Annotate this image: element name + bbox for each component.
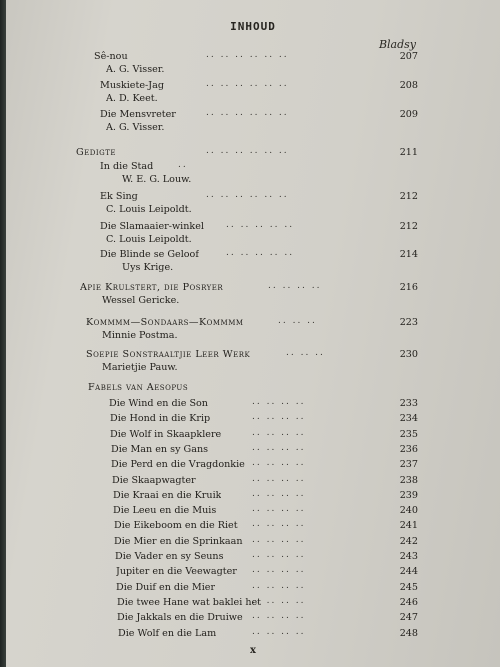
toc-page-number: 246 — [399, 596, 418, 608]
toc-author: C. Louis Leipoldt. — [106, 234, 192, 245]
leader-dots: .. .. .. .. — [252, 565, 306, 576]
toc-page-number: 214 — [399, 249, 418, 260]
toc-title: Die Hond in die Krip — [110, 413, 211, 425]
leader-dots: .. .. .. — [286, 348, 325, 358]
toc-title: Die Kraai en die Kruik — [113, 489, 222, 501]
toc-title: Die Eikeboom en die Riet — [114, 520, 238, 532]
leader-dots: .. .. .. .. — [252, 519, 306, 530]
toc-title: Die Skaapwagter — [112, 474, 196, 486]
toc-title: Die Wolf in Skaapklere — [110, 428, 222, 440]
toc-page-number: 248 — [399, 627, 418, 639]
toc-page-number: 245 — [399, 581, 418, 593]
toc-title: Die Duif en die Mier — [116, 581, 216, 593]
toc-title: Die Vader en sy Seuns — [115, 551, 224, 562]
toc-author: W. E. G. Louw. — [122, 174, 192, 185]
leader-dots: .. .. .. .. — [252, 626, 306, 637]
toc-page-number: 234 — [399, 413, 418, 425]
toc-page-number: 207 — [399, 51, 418, 62]
toc-page-number: 243 — [399, 551, 418, 562]
toc-title: Jupiter en die Veewagter — [116, 566, 237, 578]
toc-page-number: 230 — [399, 349, 418, 360]
toc-title: Die Perd en die Vragdonkie — [111, 459, 245, 471]
toc-title: Soepie Sonstraaltjie Leer Werk — [86, 349, 251, 360]
leader-dots: .. .. .. .. .. — [226, 248, 295, 258]
leader-dots: .. .. .. .. — [252, 504, 306, 515]
leader-dots: .. .. .. .. — [252, 473, 306, 484]
leader-dots: .. .. .. .. .. .. — [206, 79, 289, 89]
book-page — [6, 0, 500, 667]
toc-author: Wessel Gericke. — [102, 295, 180, 306]
leader-dots: .. .. .. .. — [252, 397, 306, 407]
toc-title: Sê-nou — [94, 51, 128, 62]
page-footer: x — [250, 645, 256, 656]
toc-page-number: 235 — [399, 428, 418, 440]
leader-dots: .. .. .. — [278, 316, 317, 326]
toc-title: Die Jakkals en die Druiwe — [117, 612, 243, 624]
leader-dots: .. .. .. .. .. .. — [206, 108, 289, 118]
toc-page-number: 237 — [399, 459, 418, 471]
leader-dots: .. .. .. .. — [252, 488, 306, 499]
page-heading: INHOUD — [230, 20, 276, 33]
toc-title: Die twee Hane wat baklei het — [117, 596, 262, 608]
toc-title: Die Man en sy Gans — [111, 443, 209, 455]
toc-page-number: 240 — [399, 505, 418, 517]
toc-title: In die Stad — [100, 161, 154, 172]
toc-page-number: 244 — [399, 566, 418, 578]
leader-dots: .. .. .. .. .. .. — [206, 50, 289, 60]
toc-author: A. G. Visser. — [106, 64, 165, 75]
leader-dots: .. .. .. .. — [252, 611, 306, 622]
toc-author: A. D. Keet. — [106, 93, 158, 104]
leader-dots: .. .. .. .. — [252, 534, 306, 545]
leader-dots: .. .. .. .. — [252, 550, 306, 560]
toc-page-number: 223 — [399, 317, 418, 328]
leader-dots: .. .. .. .. .. — [226, 220, 295, 230]
toc-title: Die Slamaaier-winkel — [100, 221, 204, 232]
toc-page-number: 239 — [399, 489, 418, 501]
leader-dots: .. .. .. .. — [252, 442, 306, 453]
toc-title: Ek Sing — [100, 191, 138, 202]
leader-dots: .. .. .. .. — [252, 412, 306, 423]
toc-author: Minnie Postma. — [102, 330, 178, 341]
toc-page-number: 208 — [399, 80, 418, 91]
toc-author: A. G. Visser. — [106, 122, 165, 133]
toc-page-number: 247 — [399, 612, 418, 624]
toc-title: Die Blinde se Geloof — [100, 249, 199, 260]
toc-author: Uys Krige. — [122, 262, 174, 273]
toc-page-number: 216 — [399, 282, 418, 293]
leader-dots: .. .. .. .. — [252, 580, 306, 591]
toc-title: Muskiete-Jag — [100, 80, 164, 91]
toc-title: Die Mier en die Sprinkaan — [114, 535, 243, 547]
toc-page-number: 241 — [399, 520, 418, 532]
section-heading: Gedigte — [76, 147, 117, 158]
section-heading: Fabels van Aesopus — [88, 382, 189, 393]
toc-title: Kommmm—Sondaars—Kommmm — [86, 317, 244, 328]
toc-page-number: 238 — [399, 474, 418, 486]
leader-dots: .. — [178, 160, 188, 170]
toc-page-number: 233 — [399, 398, 418, 409]
leader-dots: .. .. .. .. .. .. — [206, 146, 289, 156]
leader-dots: .. .. .. .. — [252, 427, 306, 438]
toc-author: Marietjie Pauw. — [102, 362, 178, 373]
toc-page-number: 236 — [399, 443, 418, 455]
toc-author: C. Louis Leipoldt. — [106, 204, 192, 215]
toc-page-number: 212 — [399, 221, 418, 232]
toc-page-number: 211 — [399, 147, 418, 158]
leader-dots: .. .. .. .. — [268, 281, 322, 291]
toc-title: Die Wind en die Son — [109, 398, 208, 409]
toc-title: Apie Krulstert, die Posryer — [80, 282, 224, 293]
toc-page-number: 212 — [399, 191, 418, 202]
toc-title: Die Wolf en die Lam — [118, 627, 217, 639]
toc-title: Die Leeu en die Muis — [113, 505, 217, 517]
toc-title: Die Mensvreter — [100, 109, 176, 120]
leader-dots: .. .. .. .. — [252, 595, 306, 606]
leader-dots: .. .. .. .. .. .. — [206, 190, 289, 200]
page-column-header: Bladsy — [378, 38, 416, 51]
leader-dots: .. .. .. .. — [252, 458, 306, 469]
toc-page-number: 209 — [399, 109, 418, 120]
toc-page-number: 242 — [399, 535, 418, 547]
